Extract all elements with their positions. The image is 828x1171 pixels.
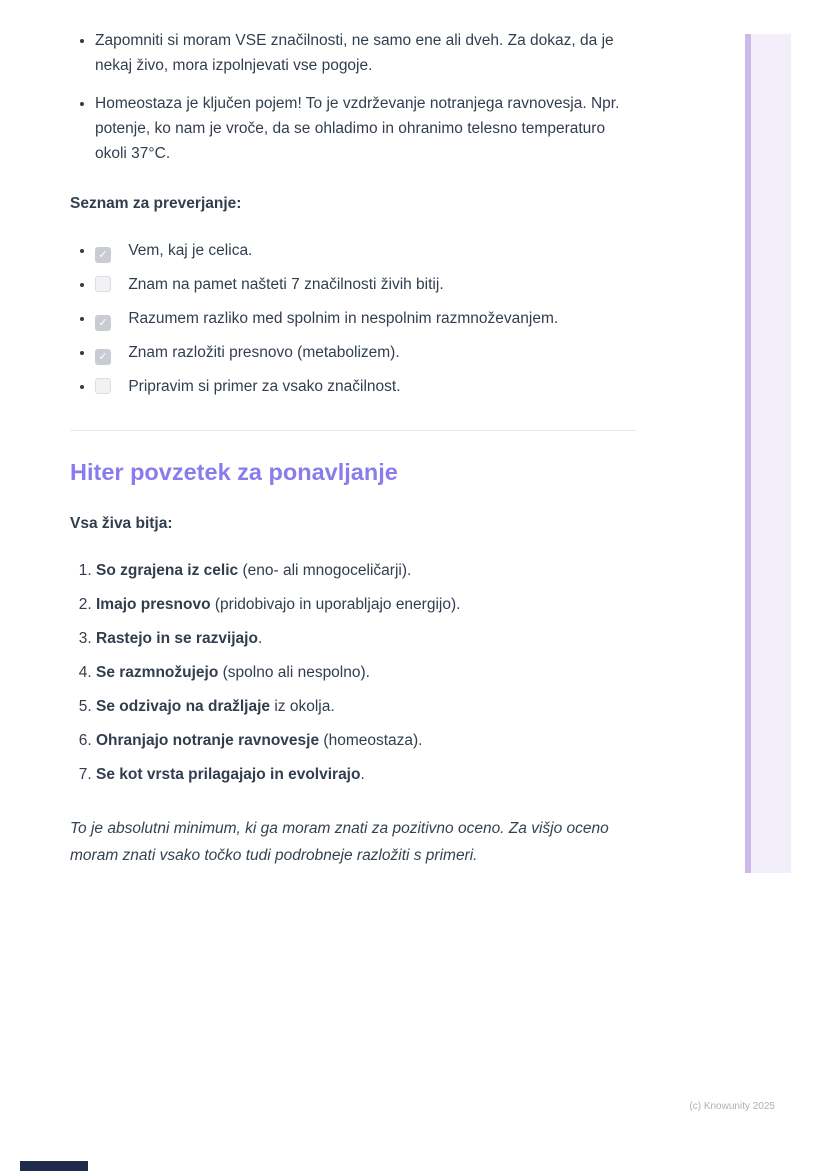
summary-list-item	[96, 694, 636, 719]
summary-item-rest: .	[360, 766, 365, 783]
intro-bullet-text: Homeostaza je ključen pojem! To je vzdrževanje notranjega ravnovesja. Npr. potenje, ko nam je vroče, da se ohladimo in ohranimo telesno temperaturo okoli 37°C.	[95, 95, 620, 162]
section-divider	[70, 430, 636, 431]
checkbox[interactable]	[95, 247, 111, 263]
checkbox[interactable]	[95, 378, 111, 394]
intro-bullet	[95, 28, 636, 78]
next-page-corner	[20, 1161, 88, 1171]
summary-heading: Hiter povzetek za ponavljanje	[70, 459, 398, 485]
checklist-item	[95, 238, 636, 263]
summary-list-item	[96, 762, 636, 787]
summary-item-bold: Imajo presnovo	[96, 596, 211, 613]
summary-list-item	[96, 558, 636, 583]
summary-item-rest: (spolno ali nespolno).	[218, 664, 370, 681]
summary-item-bold: Se razmnožujejo	[96, 664, 219, 681]
summary-item-rest: (homeostaza).	[319, 732, 423, 749]
intro-bullet-text: Zapomniti si moram VSE značilnosti, ne samo ene ali dveh. Za dokaz, da je nekaj živo, mora izpolnjevati vse pogoje.	[95, 32, 614, 74]
copyright-footer: (c) Knowunity 2025	[689, 1101, 775, 1112]
summary-item-bold: Se odzivajo na dražljaje	[96, 698, 271, 715]
summary-item-bold: Se kot vrsta prilagajajo in evolvirajo	[96, 766, 361, 783]
summary-item-bold: Rastejo in se razvijajo	[96, 630, 258, 647]
checklist	[70, 238, 636, 399]
summary-subheading: Vsa živa bitja:	[70, 515, 173, 532]
summary-item-rest: (pridobivajo in uporabljajo energijo).	[210, 596, 461, 613]
checkbox[interactable]	[95, 349, 111, 365]
summary-item-bold: So zgrajena iz celic	[96, 562, 239, 579]
intro-bullet-list	[70, 28, 636, 166]
checklist-item	[95, 374, 636, 399]
checkbox[interactable]	[95, 315, 111, 331]
summary-item-bold: Ohranjajo notranje ravnovesje	[96, 732, 320, 749]
summary-item-rest: iz okolja.	[270, 698, 335, 715]
summary-list-item	[96, 592, 636, 617]
document-content	[70, 28, 636, 869]
summary-item-rest: (eno- ali mnogoceličarji).	[238, 562, 412, 579]
checklist-item-label: Pripravim si primer za vsako značilnost.	[128, 378, 401, 395]
checklist-item-label: Znam razložiti presnovo (metabolizem).	[128, 344, 400, 361]
checklist-item	[95, 272, 636, 297]
page-edge-strip	[745, 34, 791, 873]
checkbox[interactable]	[95, 276, 111, 292]
checklist-item-label: Znam na pamet našteti 7 značilnosti živih bitij.	[128, 276, 444, 293]
summary-list-item	[96, 660, 636, 685]
summary-note: To je absolutni minimum, ki ga moram znati za pozitivno oceno. Za višjo oceno moram znati vsako točko tudi podrobneje razložiti s primeri.	[70, 820, 609, 864]
summary-list-item	[96, 728, 636, 753]
intro-bullet	[95, 91, 636, 166]
checklist-heading: Seznam za preverjanje:	[70, 195, 242, 212]
checklist-item-label: Razumem razliko med spolnim in nespolnim razmnoževanjem.	[128, 310, 559, 327]
checklist-item	[95, 306, 636, 331]
checklist-item	[95, 340, 636, 365]
checklist-item-label: Vem, kaj je celica.	[128, 242, 253, 259]
summary-numbered-list	[70, 558, 636, 787]
summary-item-rest: .	[257, 630, 263, 647]
summary-list-item	[96, 626, 636, 651]
